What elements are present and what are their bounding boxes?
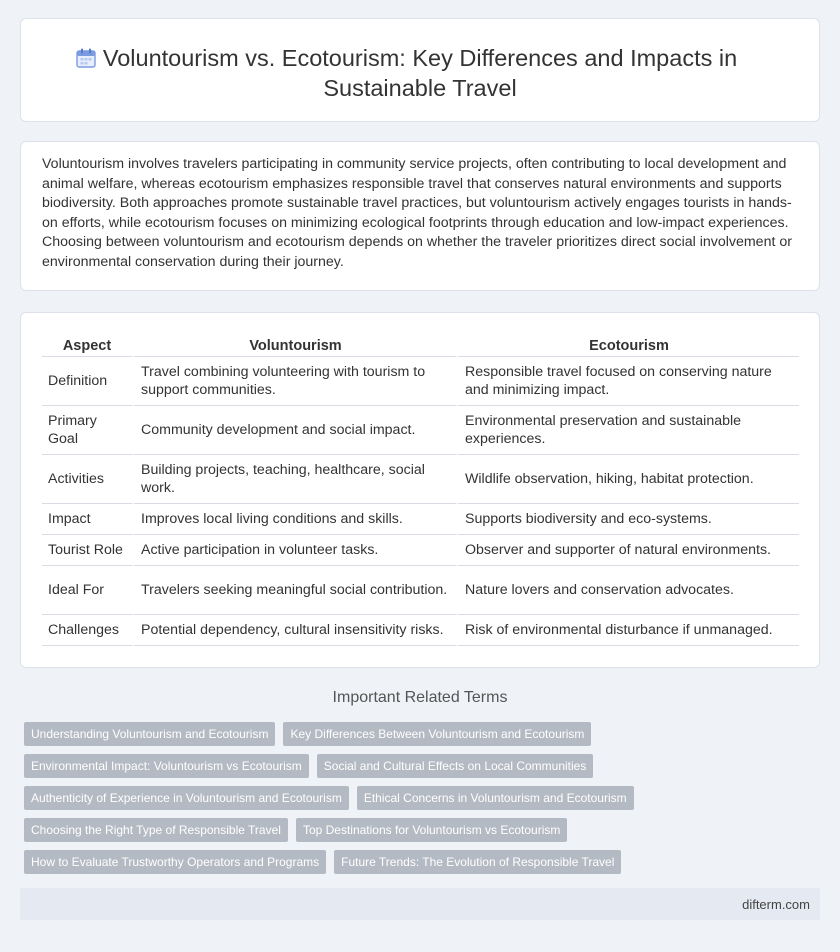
cell-aspect: Ideal For [42,566,132,615]
cell-ecotourism: Risk of environmental disturbance if unmanaged. [456,615,799,646]
page-title [81,43,759,103]
intro-card [20,141,820,291]
page-title-line2: Sustainable Travel [323,75,517,101]
related-term-tag[interactable]: Key Differences Between Voluntourism and Ecotourism [283,722,591,746]
cell-voluntourism: Building projects, teaching, healthcare, social work. [132,455,456,504]
related-terms-tags [24,722,824,882]
cell-ecotourism: Nature lovers and conservation advocates. [456,566,799,615]
cell-aspect: Primary Goal [42,406,132,455]
related-term-tag[interactable]: Future Trends: The Evolution of Responsible Travel [334,850,621,874]
table-row [42,455,799,504]
related-terms-heading: Important Related Terms [332,689,508,706]
comparison-table-card [20,312,820,668]
title-card [20,18,820,122]
table-header-row [42,335,799,357]
related-term-tag[interactable]: Top Destinations for Voluntourism vs Ecotourism [296,818,567,842]
related-term-tag[interactable]: Understanding Voluntourism and Ecotourism [24,722,275,746]
table-row [42,535,799,566]
cell-aspect: Tourist Role [42,535,132,566]
cell-voluntourism: Travelers seeking meaningful social contribution. [132,566,456,615]
related-term-tag[interactable]: Social and Cultural Effects on Local Communities [317,754,594,778]
table-row [42,615,799,646]
header-aspect: Aspect [42,335,132,357]
footer [20,888,820,920]
header-voluntourism: Voluntourism [132,335,456,357]
cell-aspect: Definition [42,357,132,406]
cell-aspect: Activities [42,455,132,504]
cell-ecotourism: Responsible travel focused on conserving nature and minimizing impact. [456,357,799,406]
related-term-tag[interactable]: Authenticity of Experience in Voluntourism and Ecotourism [24,786,349,810]
cell-ecotourism: Wildlife observation, hiking, habitat protection. [456,455,799,504]
cell-aspect: Challenges [42,615,132,646]
cell-aspect: Impact [42,504,132,535]
footer-site-link[interactable]: difterm.com [742,897,810,912]
cell-voluntourism: Potential dependency, cultural insensitivity risks. [132,615,456,646]
table-row [42,357,799,406]
related-term-tag[interactable]: How to Evaluate Trustworthy Operators and Programs [24,850,326,874]
cell-voluntourism: Improves local living conditions and skills. [132,504,456,535]
table-row [42,566,799,615]
cell-ecotourism: Environmental preservation and sustainable experiences. [456,406,799,455]
cell-voluntourism: Travel combining volunteering with tourism to support communities. [132,357,456,406]
intro-paragraph: Voluntourism involves travelers participating in community service projects, often contributing to local development and animal welfare, whereas ecotourism emphasizes responsible travel that conserves natural environments and supports biodiversity. Both approaches promote sustainable travel practices, but voluntourism actively engages tourists in hands-on efforts, while ecotourism focuses on minimizing ecological footprints through education and low-impact experiences. Choosing between voluntourism and ecotourism depends on whether the traveler prioritizes direct social involvement or environmental conservation during their journey. [42,156,792,270]
cell-voluntourism: Community development and social impact. [132,406,456,455]
related-term-tag[interactable]: Choosing the Right Type of Responsible Travel [24,818,288,842]
table-row [42,504,799,535]
table-row [42,406,799,455]
comparison-table [42,335,799,646]
related-term-tag[interactable]: Environmental Impact: Voluntourism vs Ecotourism [24,754,309,778]
page-title-line1: Voluntourism vs. Ecotourism: Key Differences and Impacts in [102,45,738,71]
cell-ecotourism: Supports biodiversity and eco-systems. [456,504,799,535]
related-term-tag[interactable]: Ethical Concerns in Voluntourism and Ecotourism [357,786,634,810]
header-ecotourism: Ecotourism [456,335,799,357]
cell-ecotourism: Observer and supporter of natural environments. [456,535,799,566]
cell-voluntourism: Active participation in volunteer tasks. [132,535,456,566]
